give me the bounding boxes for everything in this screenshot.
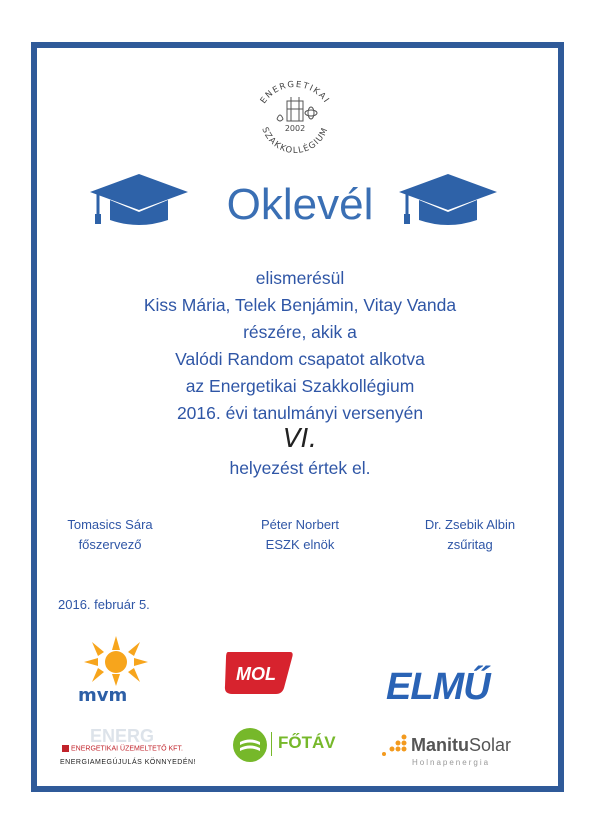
signatory-jury — [405, 515, 535, 555]
mvm-sun-icon — [80, 636, 152, 686]
body-line: az Energetikai Szakkollégium — [185, 376, 415, 396]
handwritten-rank: VI. — [283, 424, 317, 454]
team-line: Valódi Random csapatot alkotva — [175, 349, 425, 369]
signatory-organizer — [50, 515, 170, 555]
signatory-role: ESZK elnök — [265, 537, 335, 552]
elmu-logo: ELMŰ — [386, 666, 490, 708]
college-seal-logo — [247, 79, 343, 157]
energ-logo-slogan: ENERGIAMEGÚJULÁS KÖNNYEDÉN! — [60, 759, 197, 766]
certificate-title: Oklevél — [226, 180, 374, 229]
mvm-logo-text: mvm — [78, 685, 128, 706]
manitu-tagline: Holnapenergia — [412, 758, 491, 767]
fotav-leaf-icon — [232, 727, 268, 763]
signatory-name: Dr. Zsebik Albin — [424, 517, 516, 532]
body-line: elismerésül — [255, 268, 345, 288]
energ-logo-line1 — [62, 745, 183, 752]
svg-text:SZAKKOLLÉGIUM: SZAKKOLLÉGIUM — [259, 125, 331, 157]
svg-text:2002: 2002 — [284, 124, 306, 133]
svg-text:ENERGETIKAI: ENERGETIKAI — [258, 79, 332, 106]
fotav-logo-text: FŐTÁV — [278, 733, 336, 752]
signatory-role: főszervező — [78, 537, 142, 552]
competition-line: 2016. évi tanulmányi versenyén — [176, 403, 424, 423]
signatory-role: zsűritag — [447, 537, 493, 552]
manitu-name-rest: Solar — [469, 735, 512, 755]
body-line: helyezést értek el. — [229, 458, 371, 478]
svg-text:MOL: MOL — [236, 664, 276, 684]
fotav-divider — [271, 732, 272, 756]
mol-logo — [222, 648, 296, 696]
manitu-logo-text — [411, 735, 511, 756]
manitu-dots-icon — [378, 734, 408, 756]
recipients: Kiss Mária, Telek Benjámin, Vitay Vanda — [143, 295, 457, 315]
energ-mark-icon — [62, 745, 69, 752]
body-line: részére, akik a — [243, 322, 357, 342]
signatory-president — [240, 515, 360, 555]
signatory-name: Péter Norbert — [260, 517, 340, 532]
signatory-name: Tomasics Sára — [67, 517, 153, 532]
energ-logo-ghost: ENERG — [90, 726, 155, 746]
manitu-name-bold: Manitu — [411, 735, 469, 755]
energ-company-name: ENERGETIKAI ÜZEMELTETŐ KFT. — [71, 745, 183, 753]
certificate-date: 2016. február 5. — [58, 597, 150, 612]
